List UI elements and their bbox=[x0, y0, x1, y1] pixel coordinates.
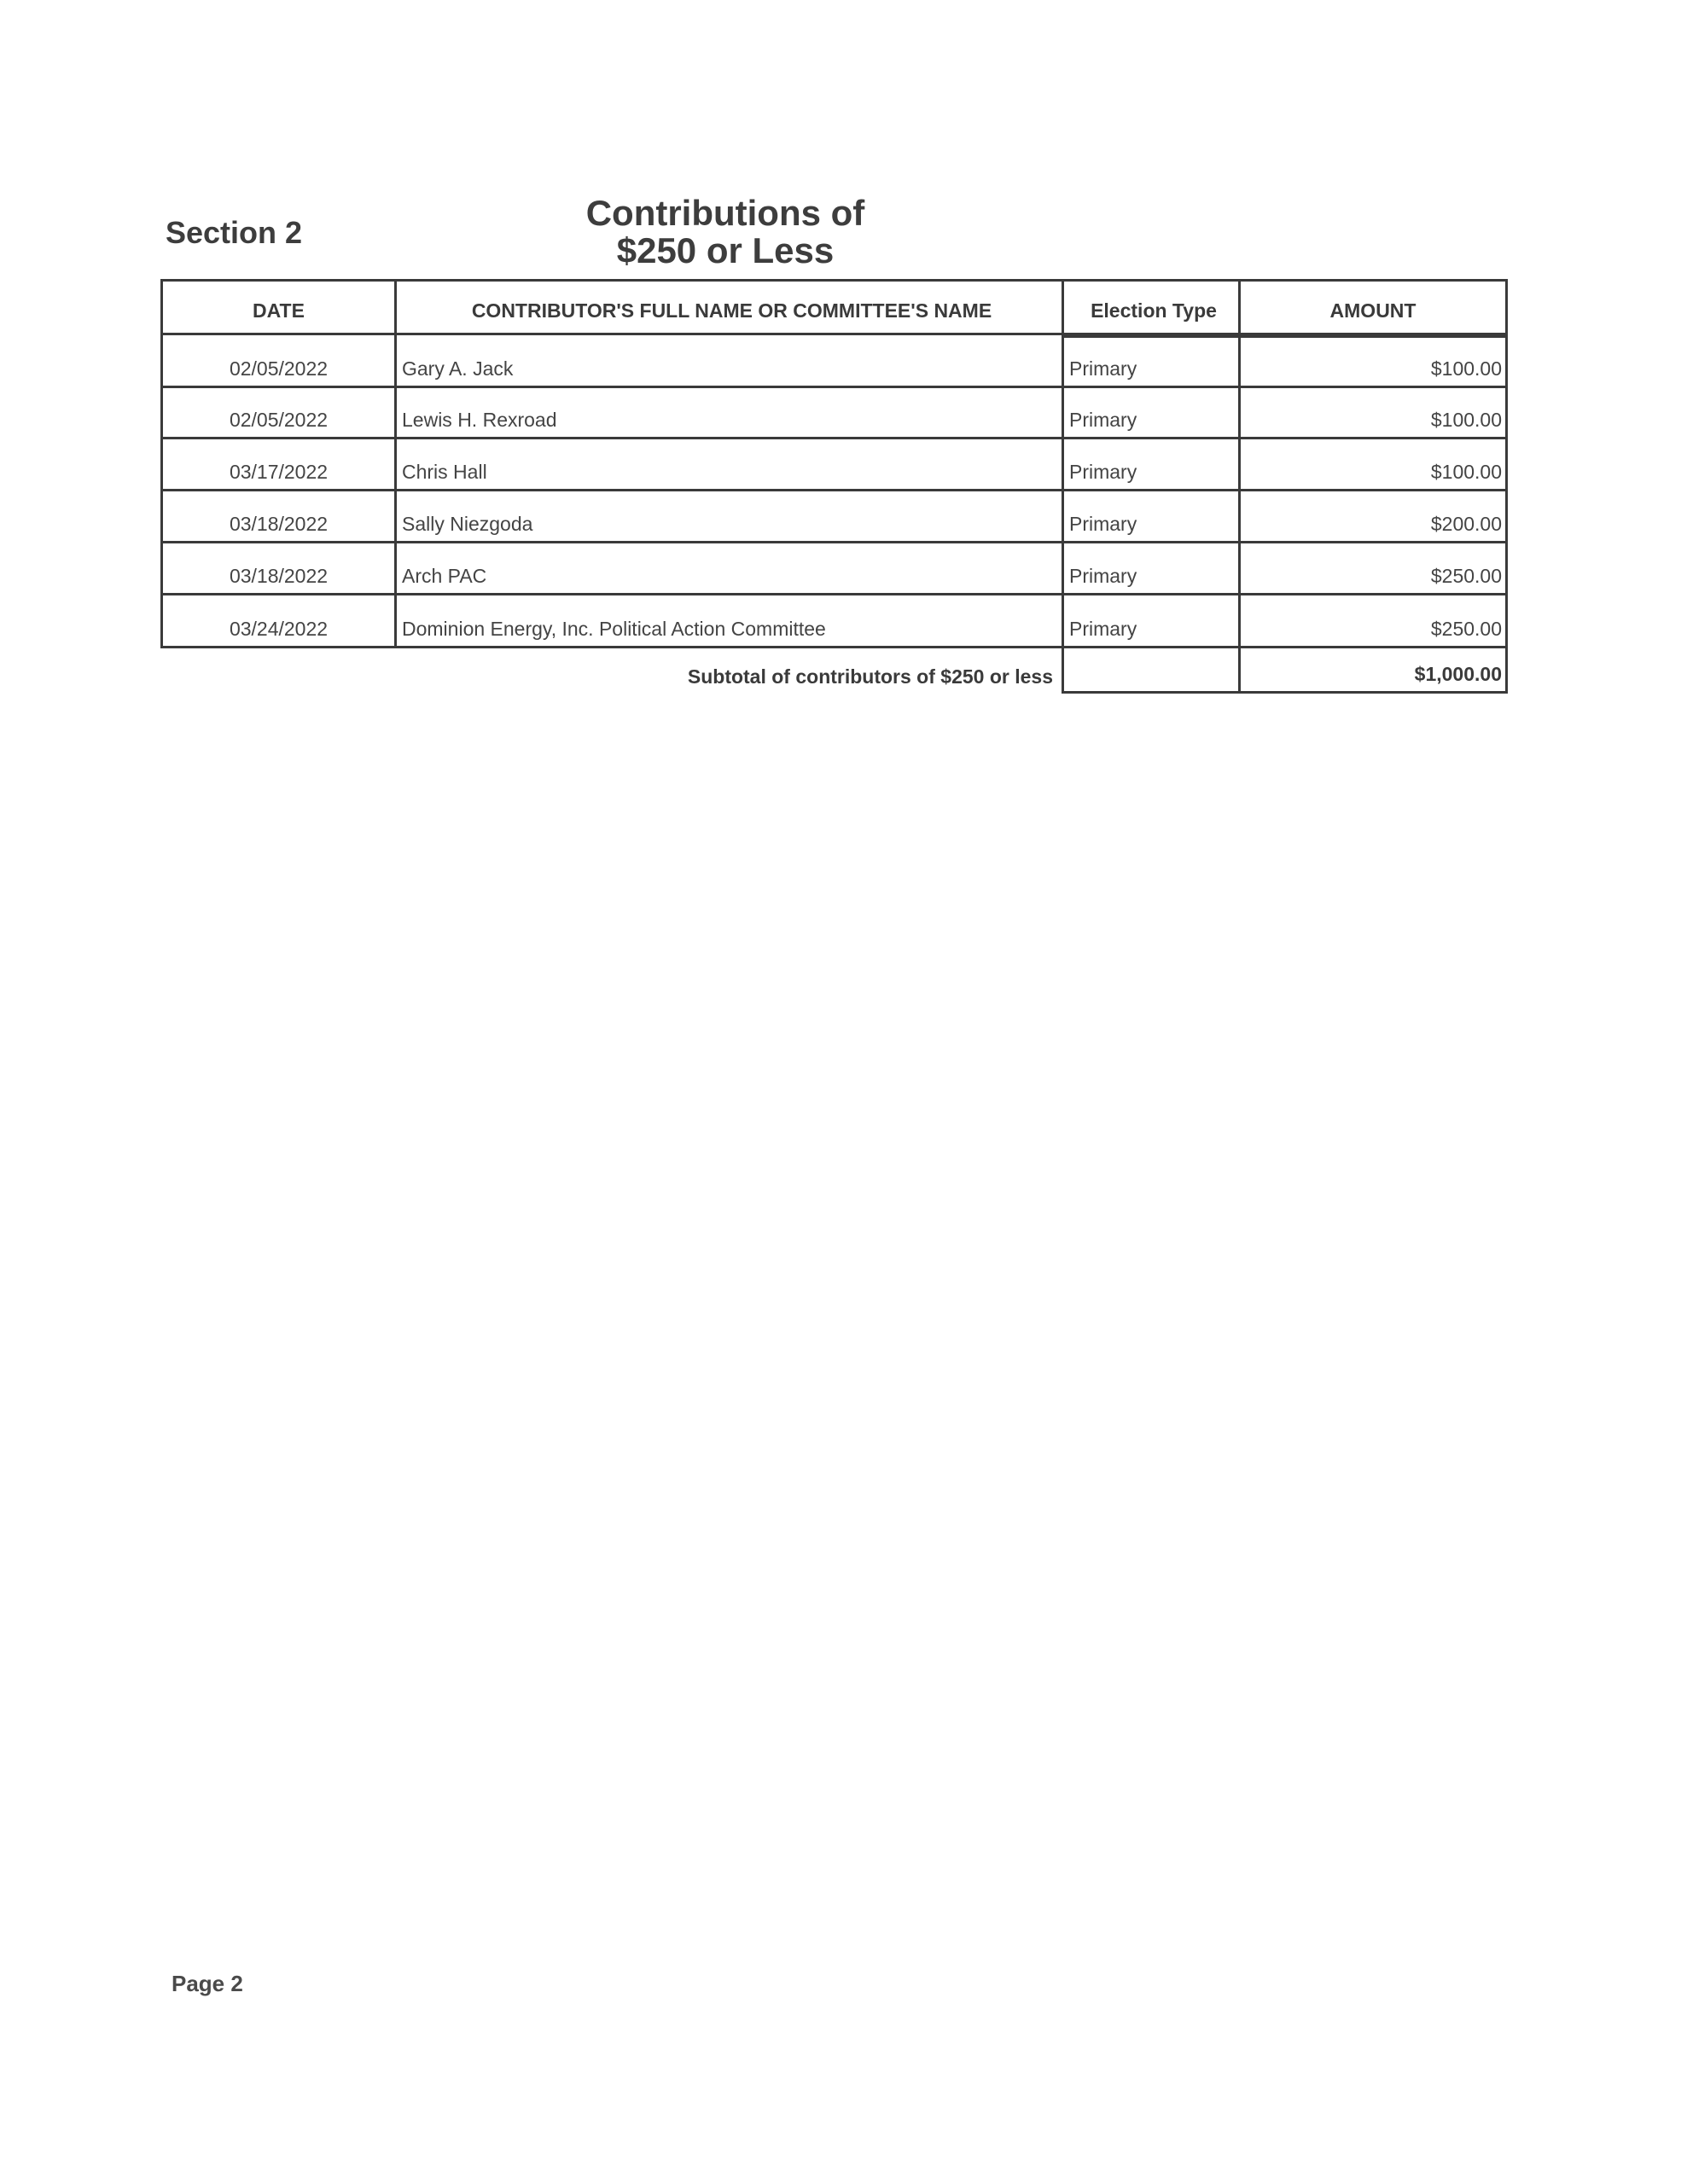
header-amount: AMOUNT bbox=[1238, 279, 1508, 335]
row-amount: $100.00 bbox=[1238, 386, 1508, 439]
row-amount: $250.00 bbox=[1238, 541, 1508, 595]
page-number: Page 2 bbox=[172, 1971, 243, 1996]
row-date: 03/24/2022 bbox=[160, 593, 397, 648]
row-date: 03/17/2022 bbox=[160, 437, 397, 491]
page-title bbox=[512, 195, 939, 270]
row-election-type: Primary bbox=[1062, 541, 1241, 595]
title-line-1: Contributions of bbox=[585, 193, 865, 233]
row-amount: $200.00 bbox=[1238, 489, 1508, 543]
row-name: Chris Hall bbox=[394, 437, 1064, 491]
row-name: Dominion Energy, Inc. Political Action Committee bbox=[394, 593, 1064, 648]
row-amount: $100.00 bbox=[1238, 437, 1508, 491]
row-date: 03/18/2022 bbox=[160, 489, 397, 543]
row-name: Gary A. Jack bbox=[394, 333, 1064, 388]
row-election-type: Primary bbox=[1062, 386, 1241, 439]
row-amount: $100.00 bbox=[1238, 335, 1508, 388]
header-date: DATE bbox=[160, 279, 397, 335]
title-line-2: $250 or Less bbox=[616, 230, 835, 270]
row-amount: $250.00 bbox=[1238, 593, 1508, 648]
row-election-type: Primary bbox=[1062, 437, 1241, 491]
row-name: Sally Niezgoda bbox=[394, 489, 1064, 543]
row-date: 02/05/2022 bbox=[160, 386, 397, 439]
subtotal-empty-cell bbox=[1062, 646, 1241, 694]
subtotal-amount: $1,000.00 bbox=[1238, 646, 1508, 694]
row-election-type: Primary bbox=[1062, 593, 1241, 648]
row-date: 02/05/2022 bbox=[160, 333, 397, 388]
row-election-type: Primary bbox=[1062, 335, 1241, 388]
row-name: Arch PAC bbox=[394, 541, 1064, 595]
row-name: Lewis H. Rexroad bbox=[394, 386, 1064, 439]
row-date: 03/18/2022 bbox=[160, 541, 397, 595]
section-label: Section 2 bbox=[166, 215, 303, 250]
header-name: CONTRIBUTOR'S FULL NAME OR COMMITTEE'S NAME bbox=[394, 279, 1064, 335]
header-election-type: Election Type bbox=[1062, 279, 1241, 335]
row-election-type: Primary bbox=[1062, 489, 1241, 543]
subtotal-label: Subtotal of contributors of $250 or less bbox=[687, 665, 1053, 688]
